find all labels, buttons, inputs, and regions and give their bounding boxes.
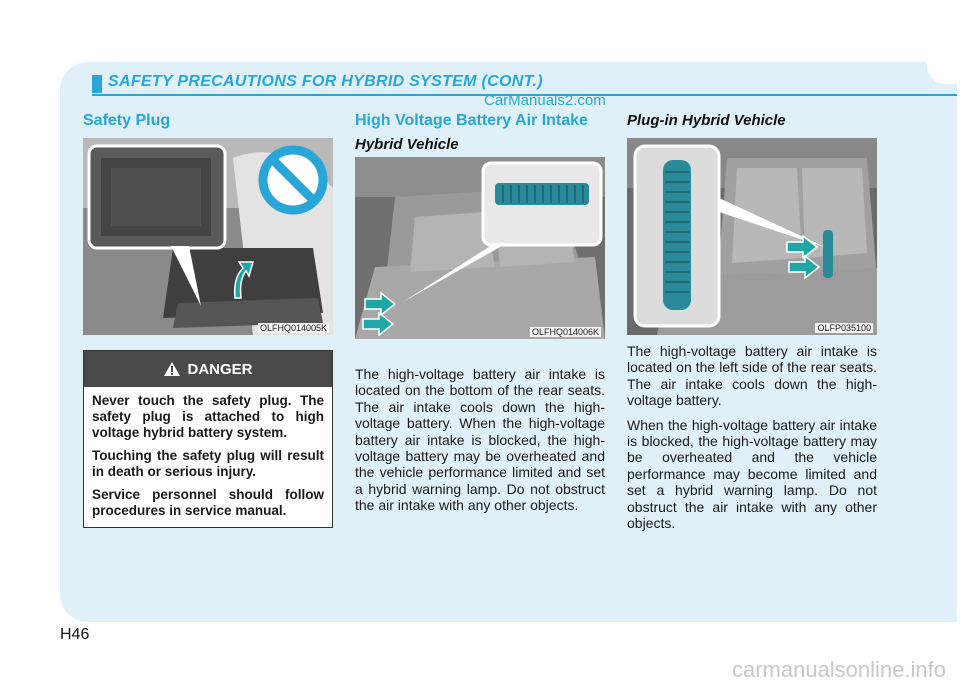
section-title: SAFETY PRECAUTIONS FOR HYBRID SYSTEM (CONT.) xyxy=(108,73,543,90)
header-accent xyxy=(92,75,102,93)
danger-box xyxy=(83,350,333,528)
footer-watermark: carmanualsonline.info xyxy=(731,657,946,682)
danger-body xyxy=(84,387,332,519)
plug-in-body-text xyxy=(627,343,877,539)
danger-paragraph: Service personnel should follow procedures in service manual. xyxy=(92,487,324,518)
no-entry-icon xyxy=(263,150,323,210)
warning-triangle-icon xyxy=(163,361,181,377)
plug-in-hybrid-subheading: Plug-in Hybrid Vehicle xyxy=(627,112,786,129)
danger-paragraph: Never touch the safety plug. The safety plug is attached to high voltage hybrid battery system. xyxy=(92,393,324,440)
safety-plug-heading: Safety Plug xyxy=(83,112,171,129)
image-code: OLFHQ014005K xyxy=(259,323,327,333)
body-paragraph: When the high-voltage battery air intake is blocked, the high-voltage battery may be overheated and the vehicle performance may become limited and set a hybrid warning lamp. Do not obstruct the air intake with any other objects. xyxy=(627,416,877,532)
hybrid-vehicle-subheading: Hybrid Vehicle xyxy=(355,136,459,153)
danger-paragraph: Touching the safety plug will result in death or serious injury. xyxy=(92,448,324,479)
safety-plug-photo xyxy=(83,138,333,335)
image-code: OLFHQ014006K xyxy=(531,327,599,337)
air-intake-heading: High Voltage Battery Air Intake xyxy=(355,112,588,129)
hybrid-body-text xyxy=(355,366,605,522)
body-paragraph: The high-voltage battery air intake is located on the left side of the rear seats. The air intake cools down the high-voltage battery. xyxy=(627,343,877,409)
body-paragraph: The high-voltage battery air intake is located on the bottom of the rear seats. The air intake cools down the high-voltage battery. When the high-voltage battery air intake is blocked, the high-voltage battery may be overheated and the vehicle performance limited and set a hybrid warning lamp. Do not obstruct the air intake with any other objects. xyxy=(355,366,605,514)
panel-fold xyxy=(927,62,957,84)
hybrid-air-intake-photo xyxy=(355,157,605,339)
danger-header xyxy=(84,351,332,387)
watermark: CarManuals2.com xyxy=(484,92,606,109)
page-number: H46 xyxy=(60,626,90,643)
image-code: OLFP035100 xyxy=(817,323,871,333)
plug-in-air-intake-photo xyxy=(627,138,877,335)
danger-label: DANGER xyxy=(187,360,253,378)
